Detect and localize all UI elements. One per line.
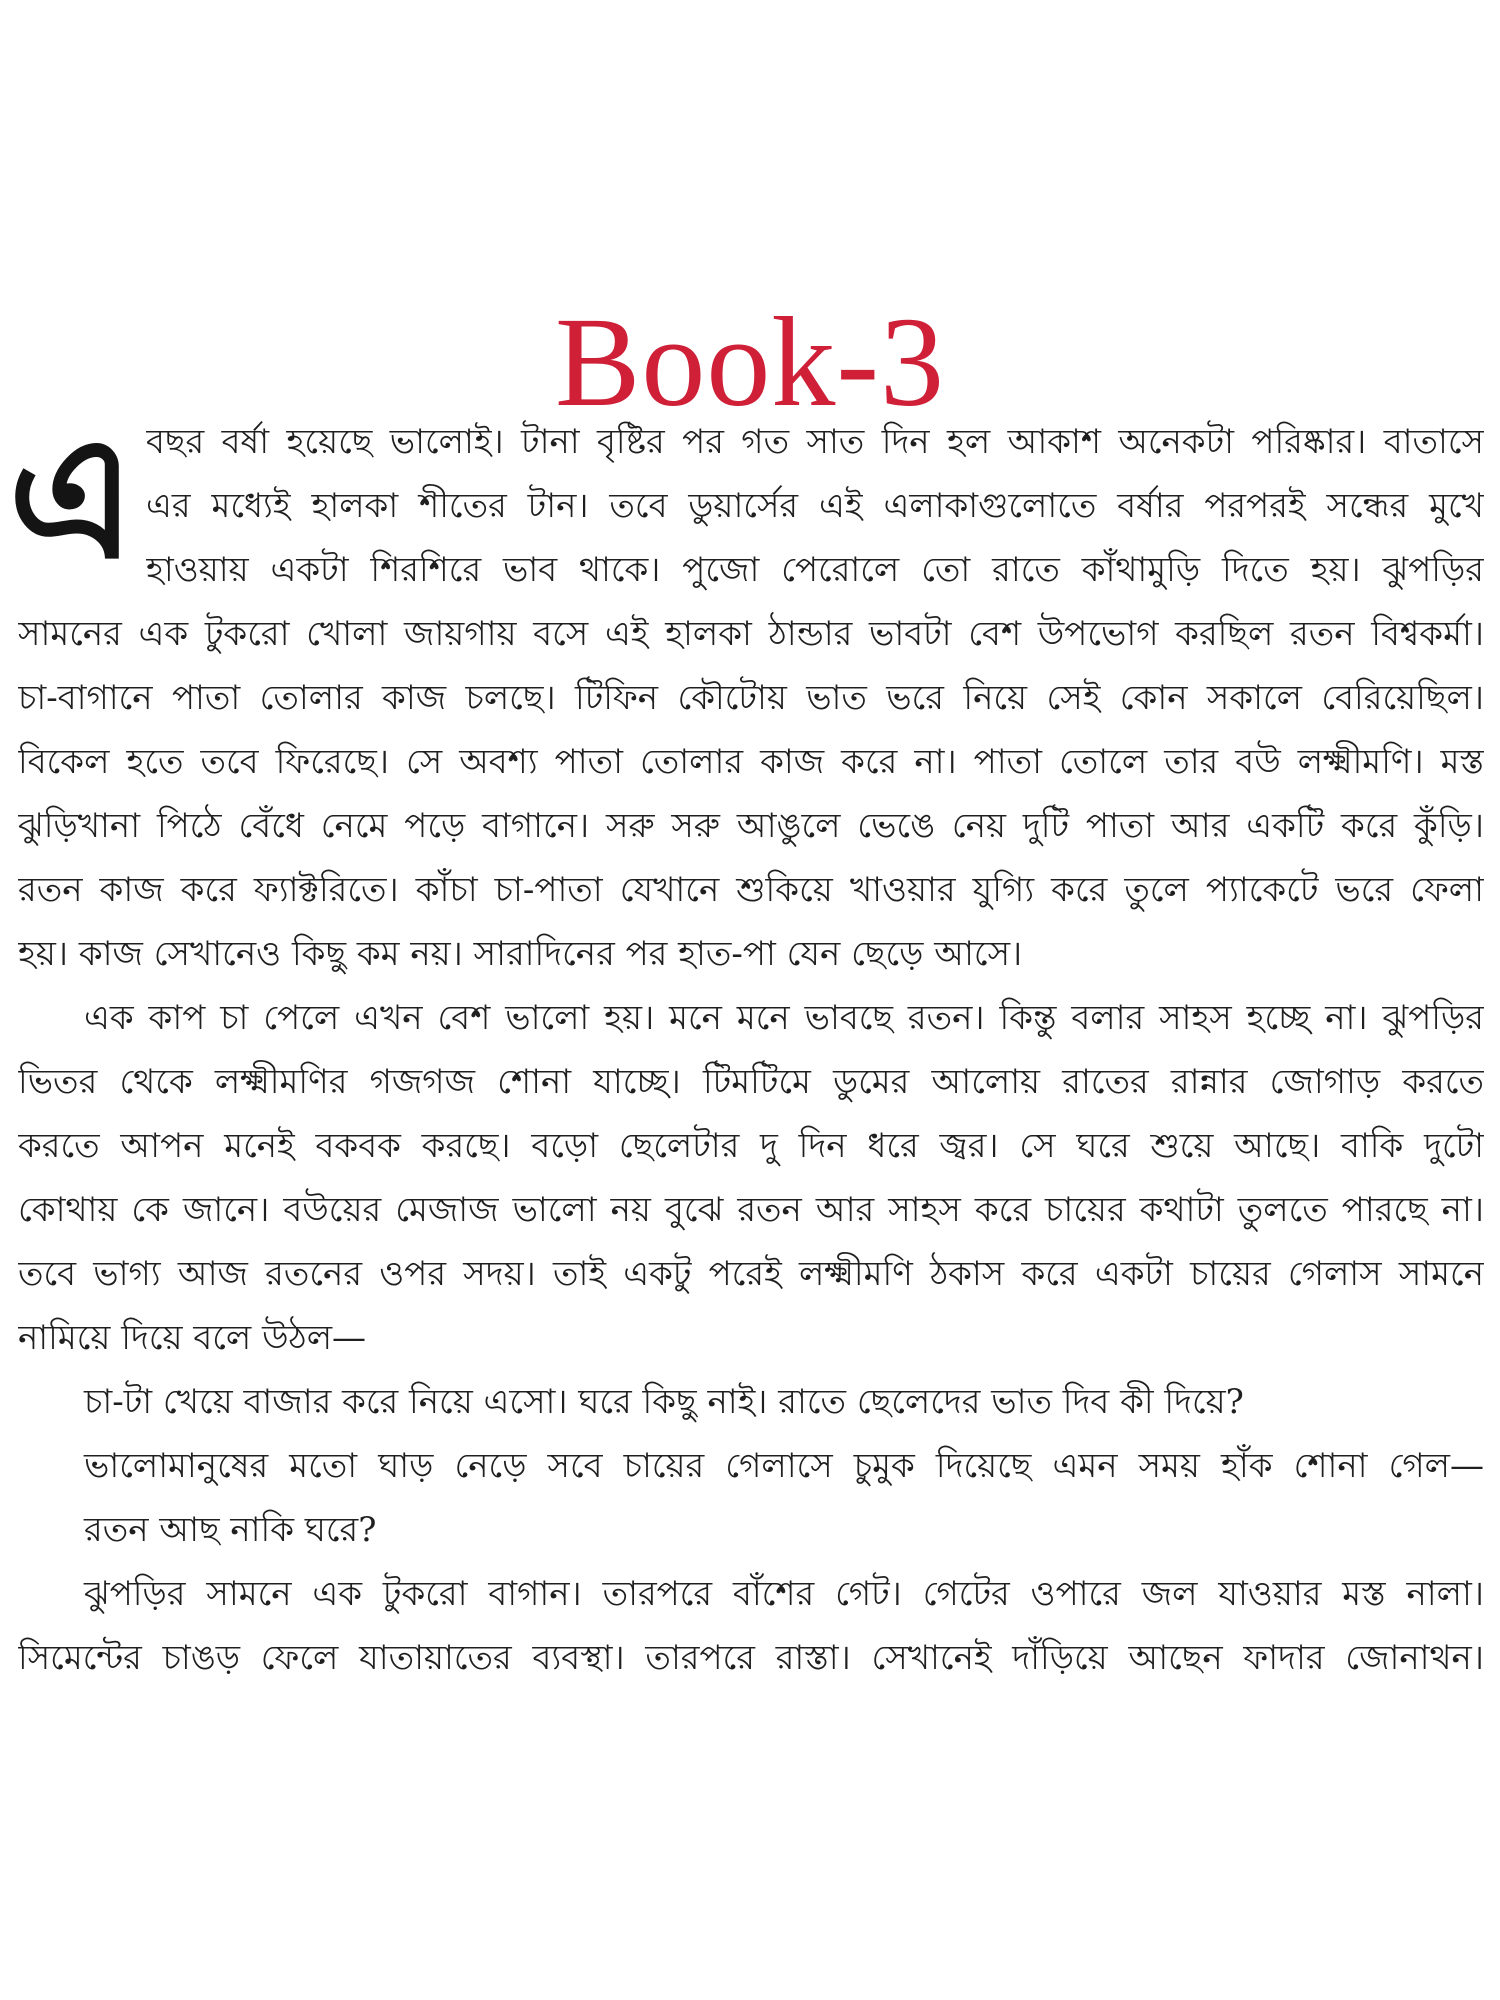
text-line: এক কাপ চা পেলে এখন বেশ ভালো হয়। মনে মনে ভাবছে রতন। কিন্তু বলার সাহস হচ্ছে না। ঝুপড়ির (84, 998, 1484, 1038)
text-line: চা-বাগানে পাতা তোলার কাজ চলছে। টিফিন কৌটোয় ভাত ভরে নিয়ে সেই কোন সকালে বেরিয়েছিল। (18, 678, 1484, 718)
text-line: করতে আপন মনেই বকবক করছে। বড়ো ছেলেটার দু দিন ধরে জ্বর। সে ঘরে শুয়ে আছে। বাকি দুটো (18, 1126, 1484, 1166)
page-title: Book-3 (555, 291, 945, 433)
text-line: রতন আছ নাকি ঘরে? (84, 1510, 377, 1550)
text-line: হয়। কাজ সেখানেও কিছু কম নয়। সারাদিনের পর হাত-পা যেন ছেড়ে আসে। (18, 934, 1023, 974)
drop-cap: এ (8, 398, 136, 596)
text-line: ঝুড়িখানা পিঠে বেঁধে নেমে পড়ে বাগানে। সরু সরু আঙুলে ভেঙে নেয় দুটি পাতা আর একটি করে কুঁড়ি। (18, 806, 1484, 846)
text-line: চা-টা খেয়ে বাজার করে নিয়ে এসো। ঘরে কিছু নাই। রাতে ছেলেদের ভাত দিব কী দিয়ে? (84, 1382, 1244, 1422)
text-line: তবে ভাগ্য আজ রতনের ওপর সদয়। তাই একটু পরেই লক্ষ্মীমণি ঠকাস করে একটা চায়ের গেলাস সামনে (18, 1254, 1484, 1294)
text-line: হাওয়ায় একটা শিরশিরে ভাব থাকে। পুজো পেরোলে তো রাতে কাঁথামুড়ি দিতে হয়। ঝুপড়ির (146, 550, 1484, 590)
story-text (18, 410, 1484, 1690)
text-line: ভিতর থেকে লক্ষ্মীমণির গজগজ শোনা যাচ্ছে। টিমটিমে ডুমের আলোয় রাতের রান্নার জোগাড় করতে (18, 1062, 1484, 1102)
text-line: ঝুপড়ির সামনে এক টুকরো বাগান। তারপরে বাঁশের গেট। গেটের ওপারে জল যাওয়ার মস্ত নালা। (84, 1574, 1484, 1614)
text-line: বছর বর্ষা হয়েছে ভালোই। টানা বৃষ্টির পর গত সাত দিন হল আকাশ অনেকটা পরিষ্কার। বাতাসে (146, 422, 1484, 462)
text-line: রতন কাজ করে ফ্যাক্টরিতে। কাঁচা চা-পাতা যেখানে শুকিয়ে খাওয়ার যুগ্যি করে তুলে প্যাকেটে ভরে ফেলা (18, 870, 1484, 910)
text-line: সামনের এক টুকরো খোলা জায়গায় বসে এই হালকা ঠান্ডার ভাবটা বেশ উপভোগ করছিল রতন বিশ্বকর্মা। (18, 614, 1484, 654)
text-line: বিকেল হতে তবে ফিরেছে। সে অবশ্য পাতা তোলার কাজ করে না। পাতা তোলে তার বউ লক্ষ্মীমণি। মস্ত (18, 742, 1484, 782)
text-line: কোথায় কে জানে। বউয়ের মেজাজ ভালো নয় বুঝে রতন আর সাহস করে চায়ের কথাটা তুলতে পারছে না। (18, 1190, 1484, 1230)
text-line: নামিয়ে দিয়ে বলে উঠল— (18, 1318, 367, 1358)
text-line: এর মধ্যেই হালকা শীতের টান। তবে ডুয়ার্সের এই এলাকাগুলোতে বর্ষার পরপরই সন্ধের মুখে (146, 486, 1484, 526)
text-line: সিমেন্টের চাঙড় ফেলে যাতায়াতের ব্যবস্থা। তারপরে রাস্তা। সেখানেই দাঁড়িয়ে আছেন ফাদার জোনাথন। (18, 1638, 1484, 1678)
text-line: ভালোমানুষের মতো ঘাড় নেড়ে সবে চায়ের গেলাসে চুমুক দিয়েছে এমন সময় হাঁক শোনা গেল— (84, 1446, 1484, 1486)
